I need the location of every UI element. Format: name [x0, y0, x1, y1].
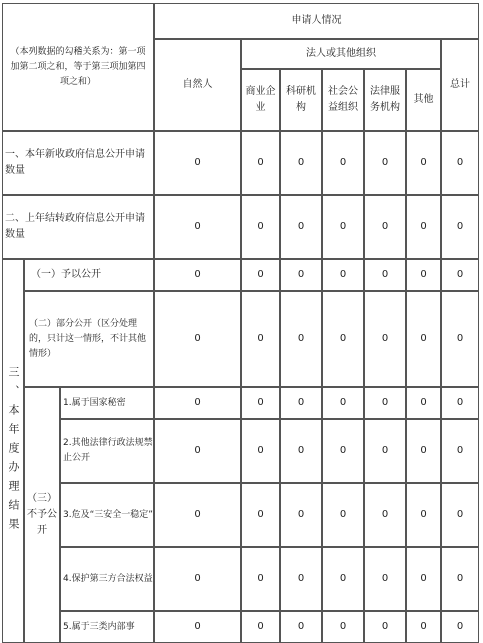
value-cell: 0 [241, 483, 280, 547]
value-cell: 0 [441, 259, 479, 291]
value-cell: 0 [364, 483, 406, 547]
value-cell: 0 [322, 483, 364, 547]
value-cell: 0 [406, 291, 441, 387]
value-cell: 0 [406, 483, 441, 547]
value-cell: 0 [280, 483, 322, 547]
value-cell: 0 [364, 131, 406, 195]
value-cell: 0 [322, 419, 364, 483]
other-header: 其他 [406, 69, 441, 131]
value-cell: 0 [406, 387, 441, 419]
value-cell: 0 [154, 611, 241, 643]
value-cell: 0 [406, 259, 441, 291]
value-cell: 0 [322, 131, 364, 195]
value-cell: 0 [441, 131, 479, 195]
legal-org-header: 法人或其他组织 [241, 39, 441, 69]
value-cell: 0 [322, 291, 364, 387]
value-cell: 0 [406, 611, 441, 643]
value-cell: 0 [441, 611, 479, 643]
value-cell: 0 [154, 195, 241, 259]
row-state-secret: 1.属于国家秘密 [60, 387, 154, 419]
value-cell: 0 [441, 195, 479, 259]
value-cell: 0 [280, 387, 322, 419]
value-cell: 0 [154, 419, 241, 483]
value-cell: 0 [406, 131, 441, 195]
row-three-security: 3.危及“三安全一稳定” [60, 483, 154, 547]
applicant-info-header: 申请人情况 [154, 3, 479, 39]
row-fully-public: （一）予以公开 [24, 259, 154, 291]
legal-service-header: 法律服务机构 [364, 69, 406, 131]
value-cell: 0 [322, 387, 364, 419]
value-cell: 0 [364, 291, 406, 387]
value-cell: 0 [154, 547, 241, 611]
value-cell: 0 [364, 547, 406, 611]
value-cell: 0 [441, 547, 479, 611]
natural-person-header: 自然人 [154, 39, 241, 131]
value-cell: 0 [241, 195, 280, 259]
value-cell: 0 [322, 259, 364, 291]
row-internal-affairs: 5.属于三类内部事 [60, 611, 154, 643]
value-cell: 0 [154, 131, 241, 195]
value-cell: 0 [241, 387, 280, 419]
value-cell: 0 [322, 195, 364, 259]
value-cell: 0 [241, 259, 280, 291]
value-cell: 0 [406, 195, 441, 259]
value-cell: 0 [280, 131, 322, 195]
value-cell: 0 [441, 483, 479, 547]
row-partially-public: （二）部分公开（区分处理的，只计这一情形，不计其他情形） [24, 291, 154, 387]
value-cell: 0 [241, 611, 280, 643]
value-cell: 0 [280, 195, 322, 259]
value-cell: 0 [364, 259, 406, 291]
value-cell: 0 [280, 419, 322, 483]
row-new-applications: 一、本年新收政府信息公开申请数量 [2, 131, 154, 195]
value-cell: 0 [241, 419, 280, 483]
value-cell: 0 [280, 611, 322, 643]
value-cell: 0 [406, 419, 441, 483]
row-carried-over: 二、上年结转政府信息公开申请数量 [2, 195, 154, 259]
value-cell: 0 [406, 547, 441, 611]
value-cell: 0 [154, 259, 241, 291]
value-cell: 0 [154, 387, 241, 419]
row-law-prohibited: 2.其他法律行政法规禁止公开 [60, 419, 154, 483]
commercial-header: 商业企业 [241, 69, 280, 131]
social-header: 社会公益组织 [322, 69, 364, 131]
row-third-party: 4.保护第三方合法权益 [60, 547, 154, 611]
value-cell: 0 [441, 291, 479, 387]
value-cell: 0 [364, 611, 406, 643]
disclosure-table [2, 3, 479, 643]
value-cell: 0 [364, 387, 406, 419]
value-cell: 0 [154, 291, 241, 387]
section-results-label: 三、本年度办理结果 [2, 259, 24, 643]
value-cell: 0 [241, 547, 280, 611]
value-cell: 0 [280, 291, 322, 387]
research-header: 科研机构 [280, 69, 322, 131]
value-cell: 0 [322, 547, 364, 611]
value-cell: 0 [322, 611, 364, 643]
value-cell: 0 [154, 483, 241, 547]
value-cell: 0 [441, 387, 479, 419]
row-label-header: （本列数据的勾稽关系为：第一项加第二项之和，等于第三项加第四项之和） [2, 3, 154, 131]
value-cell: 0 [441, 419, 479, 483]
value-cell: 0 [280, 259, 322, 291]
value-cell: 0 [241, 131, 280, 195]
value-cell: 0 [364, 195, 406, 259]
total-header: 总计 [441, 39, 479, 131]
value-cell: 0 [364, 419, 406, 483]
value-cell: 0 [241, 291, 280, 387]
not-public-label: （三）不予公开 [24, 387, 60, 643]
value-cell: 0 [280, 547, 322, 611]
